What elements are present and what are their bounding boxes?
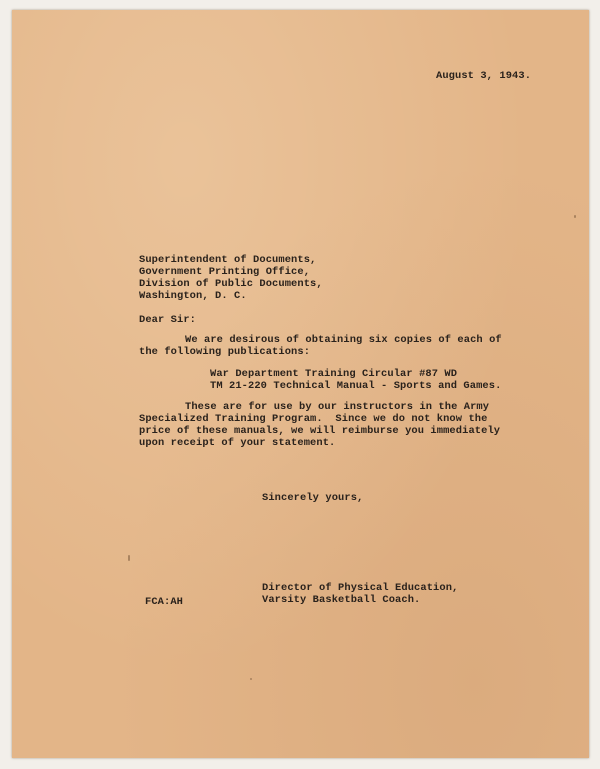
recipient-line: Division of Public Documents, <box>139 278 323 290</box>
paragraph-1-line: the following publications: <box>139 346 311 358</box>
recipient-line: Government Printing Office, <box>139 266 311 278</box>
paragraph-1-line: We are desirous of obtaining six copies of each of <box>185 334 502 346</box>
paper-speck <box>574 215 576 218</box>
letter-date: August 3, 1943. <box>436 70 532 82</box>
salutation: Dear Sir: <box>139 314 197 326</box>
paper-speck <box>128 555 130 561</box>
paragraph-2-line: These are for use by our instructors in the Army <box>185 401 490 413</box>
reference-initials: FCA:AH <box>145 596 184 608</box>
signature-line: Director of Physical Education, <box>262 582 459 594</box>
paragraph-2-line: upon receipt of your statement. <box>139 437 336 449</box>
publication-item: War Department Training Circular #87 WD <box>210 368 458 380</box>
paragraph-2-line: Specialized Training Program. Since we do not know the <box>139 413 488 425</box>
recipient-line: Superintendent of Documents, <box>139 254 317 266</box>
letter-page <box>12 10 589 758</box>
paper-speck <box>250 678 252 680</box>
paragraph-2-line: price of these manuals, we will reimburse you immediately <box>139 425 501 437</box>
signature-line: Varsity Basketball Coach. <box>262 594 421 606</box>
publication-item: TM 21-220 Technical Manual - Sports and Games. <box>210 380 502 392</box>
recipient-line: Washington, D. C. <box>139 290 247 302</box>
closing: Sincerely yours, <box>262 492 364 504</box>
